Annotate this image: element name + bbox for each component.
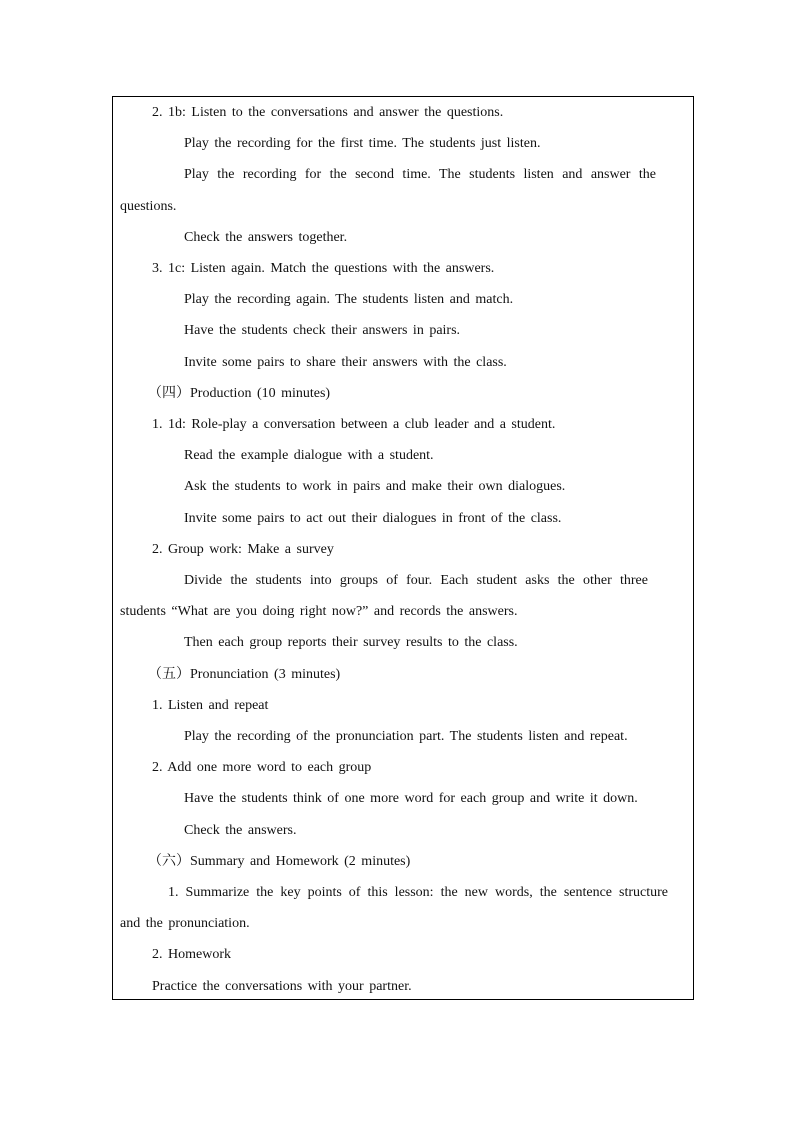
step-1b-instruction-2: Play the recording for the second time. The students listen and answer the [184, 167, 656, 182]
step-1c-heading: 3. 1c: Listen again. Match the questions with the answers. [152, 261, 495, 276]
add-word-instruction-2: Check the answers. [184, 823, 297, 838]
summary-point-1: 1. Summarize the key points of this lesson: the new words, the sentence structure [168, 885, 668, 900]
group-work-heading: 2. Group work: Make a survey [152, 542, 334, 557]
step-1c-instruction-2: Have the students check their answers in pairs. [184, 323, 461, 338]
section-pronunciation-heading: （五）Pronunciation (3 minutes) [148, 667, 341, 682]
step-1d-instruction-2: Ask the students to work in pairs and make their own dialogues. [184, 479, 566, 494]
step-1b-instruction-1: Play the recording for the first time. The students just listen. [184, 136, 541, 151]
step-1b-instruction-2-continued: questions. [120, 199, 177, 214]
step-1d-heading: 1. 1d: Role-play a conversation between a club leader and a student. [152, 417, 556, 432]
group-work-instruction-2: Then each group reports their survey results to the class. [184, 635, 518, 650]
step-1c-instruction-3: Invite some pairs to share their answers with the class. [184, 355, 507, 370]
section-production-heading: （四）Production (10 minutes) [148, 386, 331, 401]
homework-instruction: Practice the conversations with your partner. [152, 979, 412, 994]
add-word-heading: 2. Add one more word to each group [152, 760, 372, 775]
step-1c-instruction-1: Play the recording again. The students listen and match. [184, 292, 514, 307]
group-work-instruction-1: Divide the students into groups of four. Each student asks the other three [184, 573, 648, 588]
step-1b-instruction-3: Check the answers together. [184, 230, 348, 245]
homework-heading: 2. Homework [152, 947, 231, 962]
listen-repeat-instruction: Play the recording of the pronunciation part. The students listen and repeat. [184, 729, 628, 744]
section-summary-heading: （六）Summary and Homework (2 minutes) [148, 854, 411, 869]
step-1d-instruction-3: Invite some pairs to act out their dialogues in front of the class. [184, 511, 562, 526]
summary-point-1-continued: and the pronunciation. [120, 916, 250, 931]
step-1b-heading: 2. 1b: Listen to the conversations and answer the questions. [152, 105, 504, 120]
step-1d-instruction-1: Read the example dialogue with a student. [184, 448, 434, 463]
add-word-instruction-1: Have the students think of one more word for each group and write it down. [184, 791, 638, 806]
group-work-instruction-1-continued: students “What are you doing right now?” and records the answers. [120, 604, 518, 619]
listen-repeat-heading: 1. Listen and repeat [152, 698, 269, 713]
